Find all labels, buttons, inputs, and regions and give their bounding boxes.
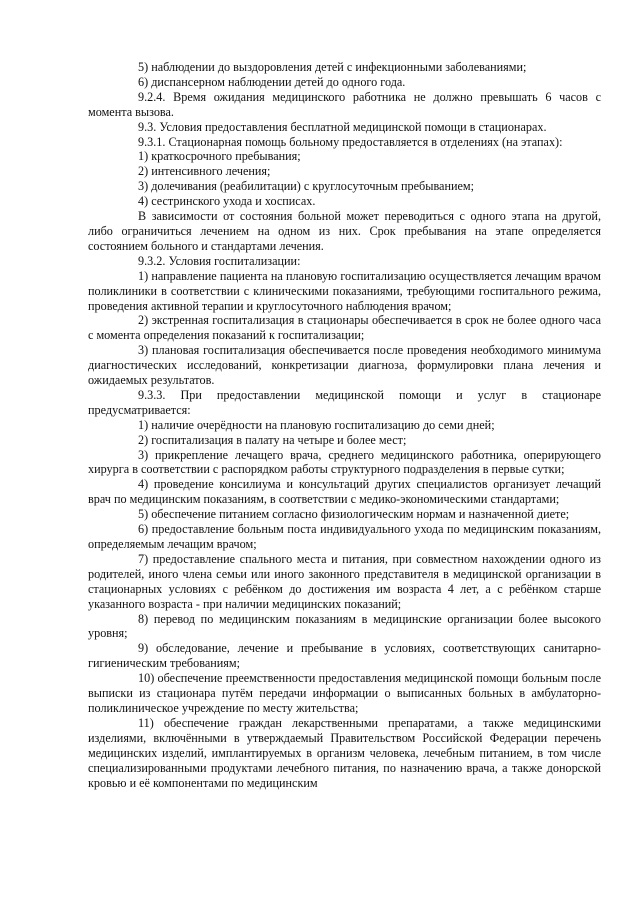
paragraph: 9.2.4. Время ожидания медицинского работника не должно превышать 6 часов с момента вызова. — [88, 89, 601, 119]
paragraph: 3) прикрепление лечащего врача, среднего медицинского работника, оперирующего хирурга в соответствии с распорядком работы структурного подразделения в первые сутки; — [88, 447, 601, 477]
paragraph: 7) предоставление спального места и питания, при совместном нахождении одного из родителей, иного члена семьи или иного законного представителя в медицинской организации в стационарных условиях с ребёнком до достижения им возраста 4 лет, а с ребёнком старше указанного возраста - при наличии медицинских показаний; — [88, 551, 601, 611]
paragraph: 1) наличие очерёдности на плановую госпитализацию до семи дней; — [138, 417, 495, 432]
paragraph: 5) обеспечение питанием согласно физиологическим нормам и назначенной диете; — [138, 507, 570, 522]
paragraph: 9.3.2. Условия госпитализации: — [138, 253, 301, 268]
paragraph: 9.3. Условия предоставления бесплатной медицинской помощи в стационарах. — [138, 119, 547, 134]
paragraph: 3) долечивания (реабилитации) с круглосуточным пребыванием; — [138, 179, 474, 194]
paragraph: 11) обеспечение граждан лекарственными препаратами, а также медицинскими изделиями, включёнными в утверждаемый Правительством Российской Федерации перечень медицинских изделий, имплантируемых в организм человека, лечебным питанием, в том числе специализированными продуктами лечебного питания, по назначению врача, а также донорской кровью и её компонентами по медицинским — [88, 715, 601, 790]
paragraph: 4) проведение консилиума и консультаций других специалистов организует лечащий врач по медицинским показаниям, в соответствии с медико-экономическими стандартами; — [88, 477, 601, 507]
paragraph: 10) обеспечение преемственности предоставления медицинской помощи больным после выписки из стационара путём передачи информации о выписанных больных в амбулаторно-поликлиническое учреждение по месту жительства; — [88, 671, 601, 715]
paragraph: 3) плановая госпитализация обеспечивается после проведения необходимого минимума диагностических исследований, конкретизации диагноза, формулировки плана лечения и ожидаемых результатов. — [88, 343, 601, 388]
paragraph: 2) интенсивного лечения; — [138, 164, 271, 179]
paragraph: 9.3.3. При предоставлении медицинской помощи и услуг в стационаре предусматривается: — [88, 387, 601, 417]
paragraph: 1) краткосрочного пребывания; — [138, 149, 301, 164]
paragraph: 4) сестринского ухода и хосписах. — [138, 194, 316, 209]
paragraph: 8) перевод по медицинским показаниям в медицинские организации более высокого уровня; — [88, 611, 601, 641]
paragraph: 9.3.1. Стационарная помощь больному предоставляется в отделениях (на этапах): — [138, 134, 563, 149]
paragraph: 6) диспансерном наблюдении детей до одного года. — [138, 74, 406, 89]
paragraph: 2) экстренная госпитализация в стационары обеспечивается в срок не более одного часа с момента определения показаний к госпитализации; — [88, 313, 601, 343]
document-page — [88, 60, 601, 790]
paragraph: 6) предоставление больным поста индивидуального ухода по медицинским показаниям, определяемым лечащим врачом; — [88, 522, 601, 551]
paragraph: 2) госпитализация в палату на четыре и более мест; — [138, 432, 407, 447]
paragraph: 1) направление пациента на плановую госпитализацию осуществляется лечащим врачом поликлиники в соответствии с клиническими показаниями, требующими госпитального режима, проведения активной терапии и круглосуточного наблюдения врачом; — [88, 268, 601, 313]
paragraph: 9) обследование, лечение и пребывание в условиях, соответствующих санитарно-гигиеническим требованиям; — [88, 641, 601, 671]
paragraph: 5) наблюдении до выздоровления детей с инфекционными заболеваниями; — [138, 60, 527, 74]
paragraph: В зависимости от состояния больной может переводиться с одного этапа на другой, либо ограничиться лечением на одном из них. Срок пребывания на этапе определяется состоянием больного и стандартами лечения. — [88, 209, 601, 253]
